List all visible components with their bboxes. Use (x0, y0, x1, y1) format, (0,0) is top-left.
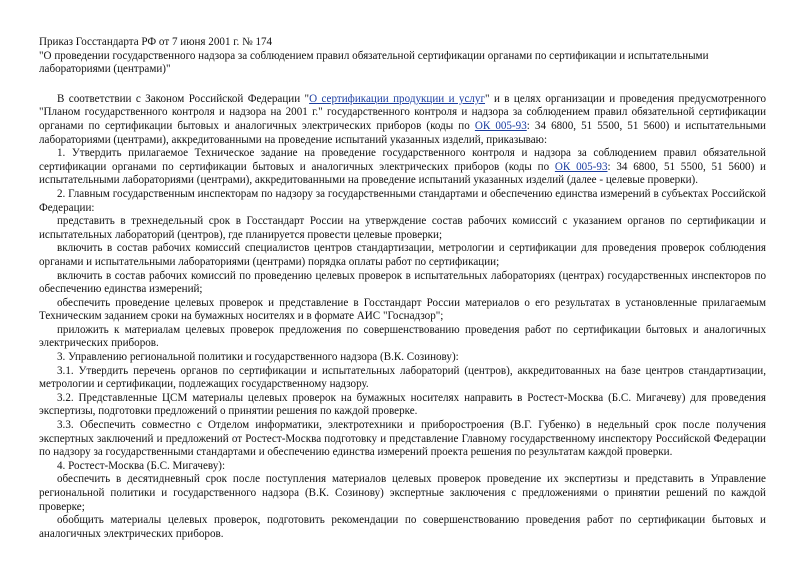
paragraph-2d: обеспечить проведение целевых проверок и представление в Госстандарт России материалов о его результатах в установленные прилагаемым Техническим заданием сроки на бумажных носителях и в формате АИС "Госнадзор"; (39, 296, 766, 323)
document-page (39, 36, 766, 541)
spacer (39, 77, 766, 93)
paragraph-2: 2. Главным государственным инспекторам по надзору за государственными стандартами и обеспечению единства измерений в субъектах Российской Федерации: (39, 187, 766, 214)
paragraph-1-text-before: 1. Утвердить прилагаемое Техническое задание на проведение государственного контроля и надзора за соблюдением правил обязательной сертификации органами по сертификации бытовых и аналогичных электрических приборов (коды по (39, 147, 766, 173)
paragraph-3-3: 3.3. Обеспечить совместно с Отделом информатики, электротехники и приборостроения (В.Г. Губенко) в недельный срок после получения экспертных заключений и предложений от Ростест-Москва подготовку и представление Главному государственному инспектору Российской Федерации по надзору за государственными стандартами и обеспечению единства измерений проекта решения по результатам каждой проверки. (39, 419, 766, 459)
paragraph-2b: включить в состав рабочих комиссий специалистов центров стандартизации, метрологии и сертификации для проведения проверок соблюдения органами и испытательными лабораториями (центрами) порядка оплаты работ по сертификации; (39, 242, 766, 268)
paragraph-2c: включить в состав рабочих комиссий по проведению целевых проверок в испытательных лабораториях (центрах) государственных инспекторов по обеспечению единства измерений; (39, 269, 766, 296)
paragraph-2e: приложить к материалам целевых проверок предложения по совершенствованию проведения работ по сертификации бытовых и аналогичных электрических приборов. (39, 323, 766, 350)
intro-text-before: В соответствии с Законом Российской Федерации " (57, 92, 310, 105)
paragraph-4b: обобщить материалы целевых проверок, подготовить рекомендации по совершенствованию проведения работ по сертификации бытовых и аналогичных электрических приборов. (39, 514, 766, 540)
paragraph-3: 3. Управлению региональной политики и государственного надзора (В.К. Созинову): (57, 351, 459, 364)
intro-text-after: : 34 6800, 51 5500, 51 5600) и испытательными лабораториями (центрами), аккредитованными на проведение испытаний указанных изделий, приказываю: (39, 119, 766, 146)
paragraph-1 (39, 147, 766, 188)
paragraph-2a: представить в трехнедельный срок в Госстандарт России на утверждение состав рабочих комиссий с указанием органов по сертификации и испытательных лабораторий (центров), где планируется провести целевые проверки; (39, 215, 766, 241)
paragraph-4a: обеспечить в десятидневный срок после поступления материалов целевых проверок проведение их экспертизы и представить в Управление региональной политики и государственного надзора (В.К. Созинову) экспертные заключения с предложениями о принятии решений по каждой проверке; (39, 473, 766, 513)
intro-paragraph (39, 93, 766, 147)
paragraph-3-2: 3.2. Представленные ЦСМ материалы целевых проверок на бумажных носителях направить в Ростест-Москва (Б.С. Мигачеву) для проведения экспертизы, подготовки предложений о принятии решения по каждой проверке. (39, 391, 766, 418)
document-title: Приказ Госстандарта РФ от 7 июня 2001 г. № 174 (39, 36, 273, 48)
classifier-link[interactable]: ОК 005-93 (474, 119, 527, 132)
intro-text-middle: " и в целях организации и проведения предусмотренного "Планом государственного контроля и надзора на 2001 г." государственного контроля и надзора за соблюдением правил обязательной сертификации органами по сертификации бытовых и аналогичных электрических приборов (коды по (39, 92, 767, 132)
paragraph-1-text-after: : 34 6800, 51 5500, 51 5600) и испытательными лабораториями (центрами), аккредитованными на проведение испытаний указанных изделий (далее - целевые проверки). (39, 160, 766, 187)
document-subtitle: "О проведении государственного надзора за соблюдением правил обязательной сертификации органами по сертификации и испытательными лабораториями (центрами)" (39, 49, 709, 76)
paragraph-4: 4. Ростест-Москва (Б.С. Мигачеву): (57, 459, 226, 472)
page-bottom-fade (0, 557, 807, 571)
classifier-link-2[interactable]: ОК 005-93 (554, 160, 608, 173)
law-link[interactable]: О сертификации продукции и услуг (309, 92, 486, 105)
paragraph-3-1: 3.1. Утвердить перечень органов по сертификации и испытательных лабораторий (центров), аккредитованных на базе центров стандартизации, метрологии и сертификации, подлежащих государственному надзору. (39, 364, 766, 391)
